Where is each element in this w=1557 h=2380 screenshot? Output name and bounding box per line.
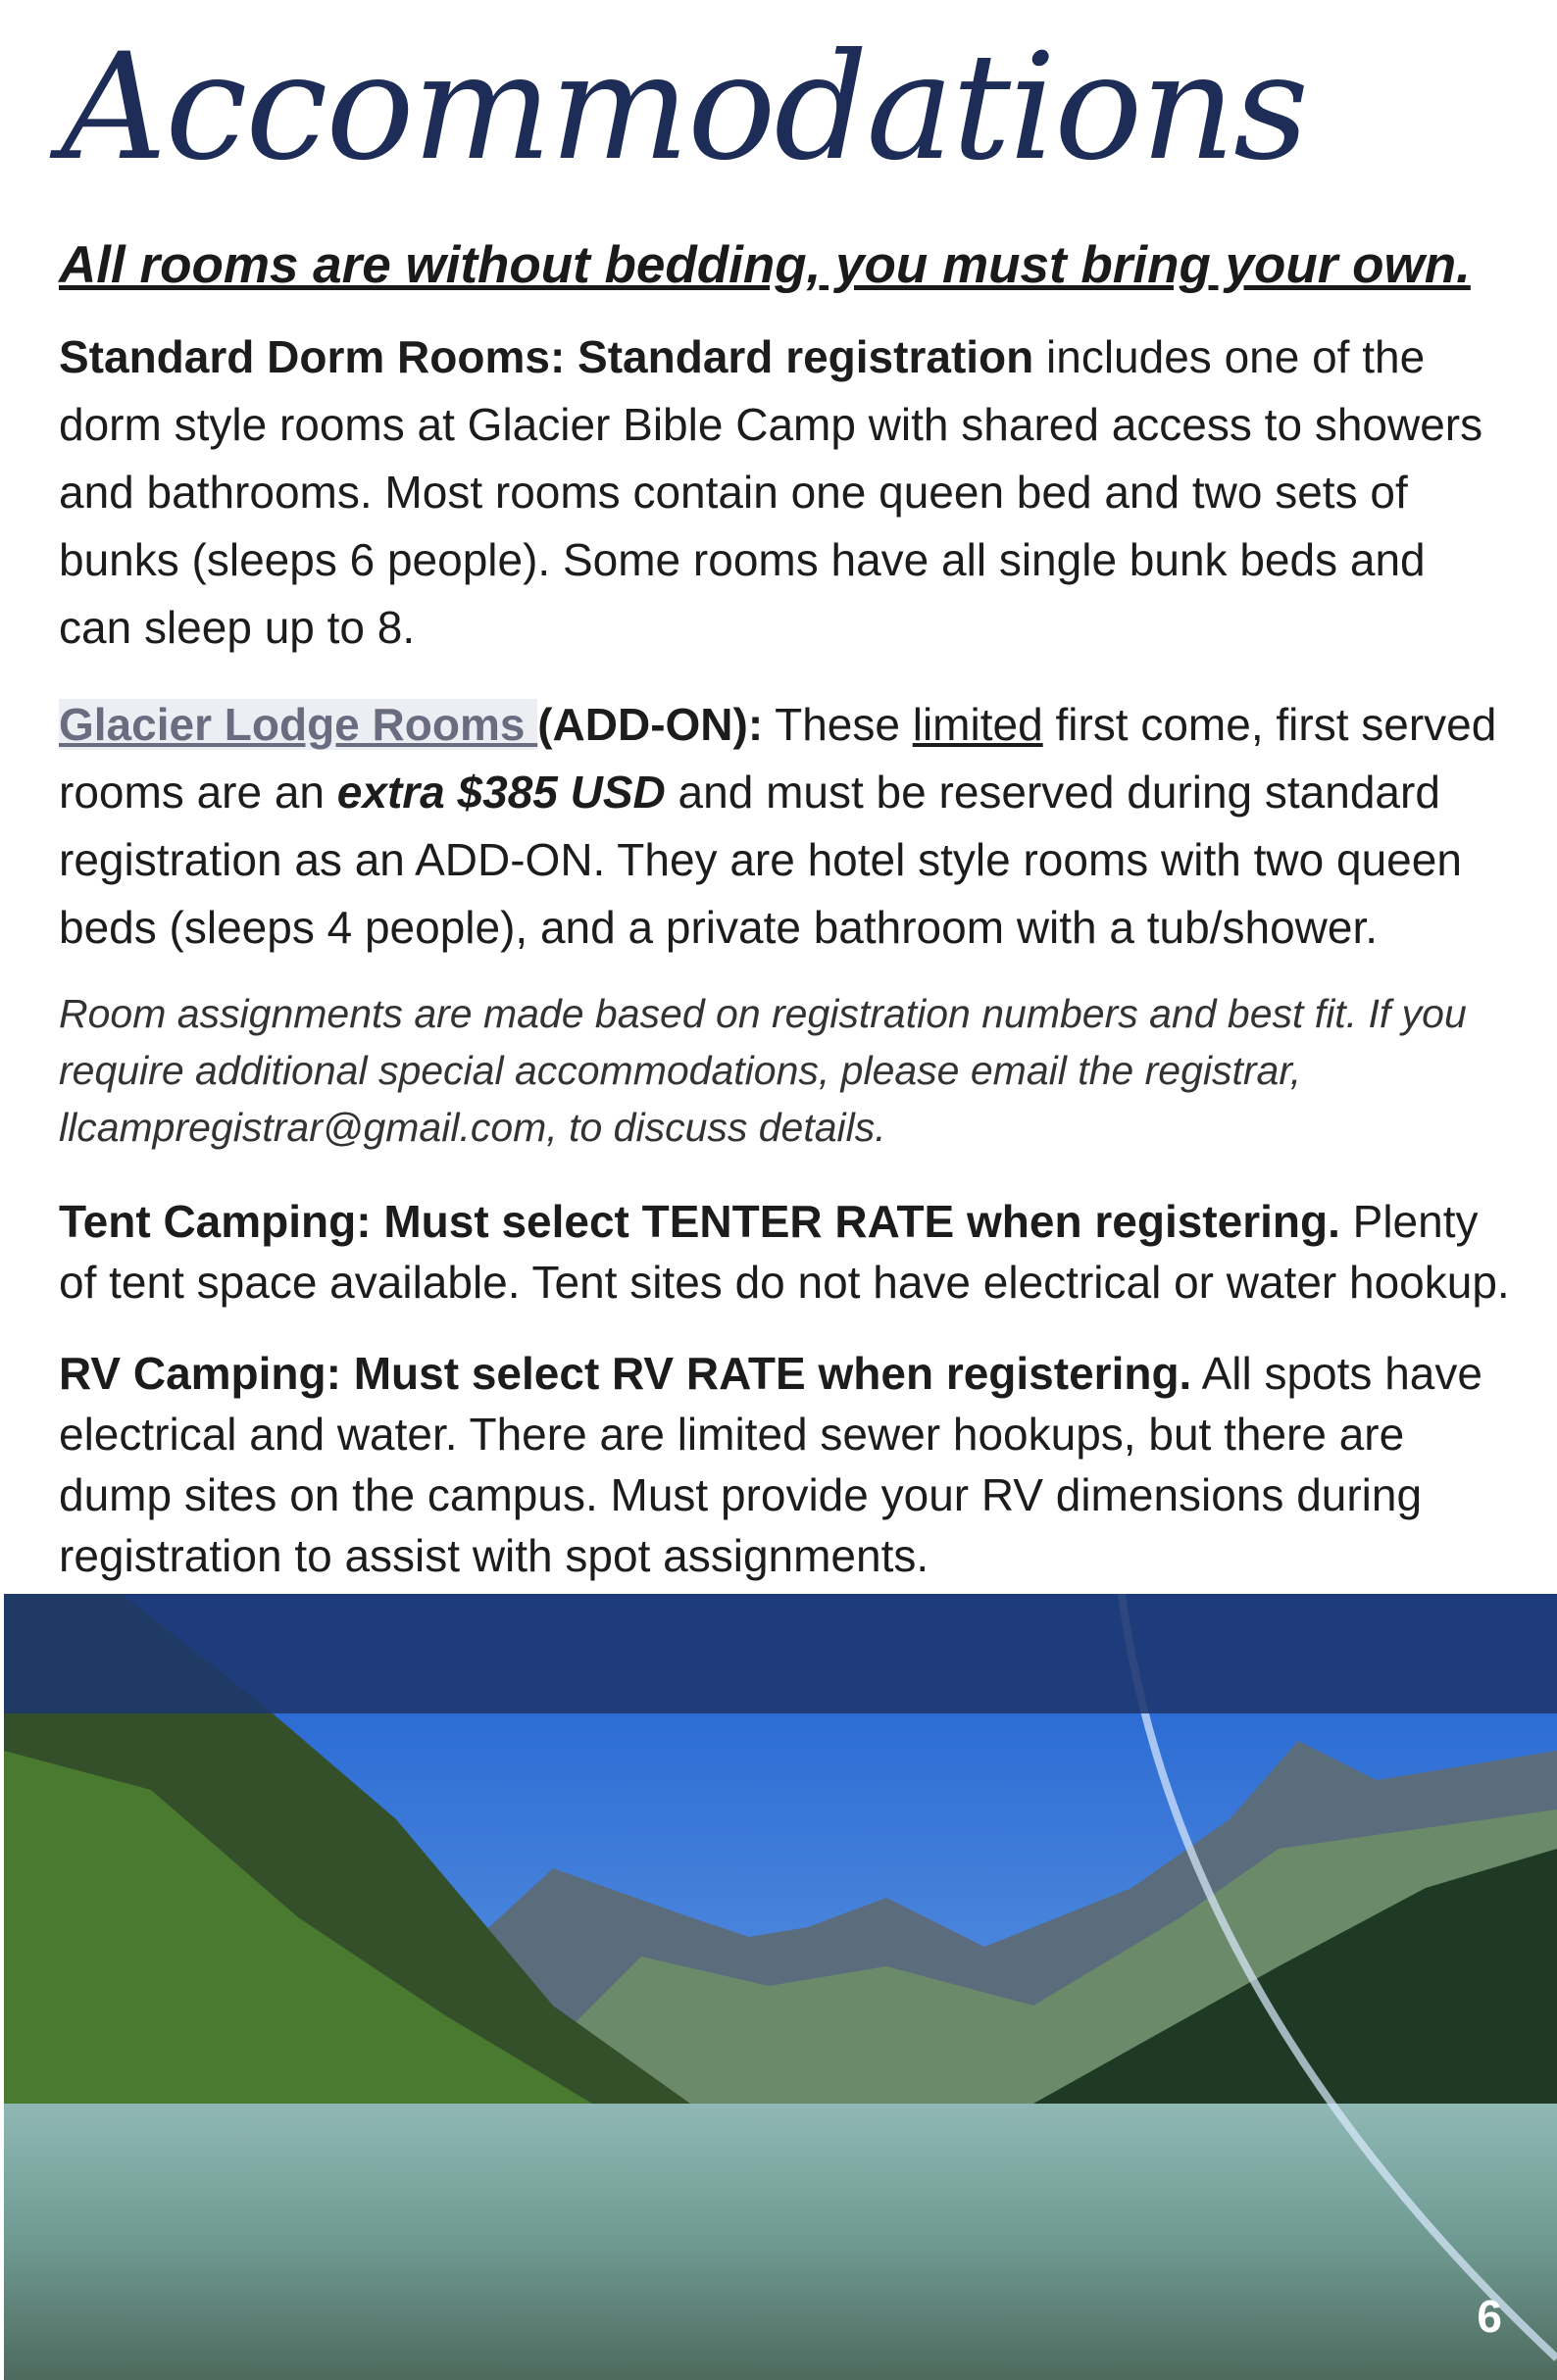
page-number: 6 <box>1477 2291 1502 2342</box>
standard-dorm-paragraph <box>59 323 1510 662</box>
glacier-lake-photo <box>4 1594 1557 2380</box>
room-assignment-note: Room assignments are made based on registration numbers and best fit. If you require additional special accommodations, please email the registrar, llcampregistrar@gmail.com, to discuss details. <box>59 991 1467 1150</box>
bedding-notice: All rooms are without bedding, you must bring your own. <box>59 236 1471 294</box>
page-title: Accommodations <box>61 23 1308 193</box>
tent-text: Plenty of tent space available. Tent sites do not have electrical or water hookup. <box>59 1196 1510 1308</box>
lodge-text: These <box>763 699 913 750</box>
limited-text: limited <box>912 699 1043 750</box>
standard-dorm-label: Standard Dorm Rooms: Standard registration <box>59 331 1034 382</box>
addon-label: (ADD-ON): <box>537 699 764 750</box>
blue-overlay-band <box>4 1594 1557 1713</box>
glacier-lodge-link[interactable]: Glacier Lodge Rooms <box>59 699 538 750</box>
tent-paragraph <box>59 1191 1510 1313</box>
rv-paragraph <box>59 1343 1510 1586</box>
rv-label: RV Camping: Must select RV RATE when registering. <box>59 1348 1192 1399</box>
lodge-price: extra $385 USD <box>336 767 666 818</box>
lodge-paragraph <box>59 691 1510 962</box>
lodge-text: and must be reserved during standard registration as an ADD-ON. They are hotel style rooms with two queen beds (sleeps 4 people), and a private bathroom with a tub/shower. <box>59 767 1462 953</box>
rv-text: All spots have electrical and water. There are limited sewer hookups, but there are dump sites on the campus. Must provide your RV dimensions during registration to assist with spot assignments. <box>59 1348 1482 1581</box>
tent-label: Tent Camping: Must select TENTER RATE when registering. <box>59 1196 1340 1247</box>
standard-dorm-text: includes one of the dorm style rooms at Glacier Bible Camp with shared access to showers and bathrooms. Most rooms contain one queen bed and two sets of bunks (sleeps 6 people). Some rooms have all single bunk beds and can sleep up to 8. <box>59 331 1483 653</box>
lodge-text: first come, first served rooms are an <box>59 699 1497 818</box>
